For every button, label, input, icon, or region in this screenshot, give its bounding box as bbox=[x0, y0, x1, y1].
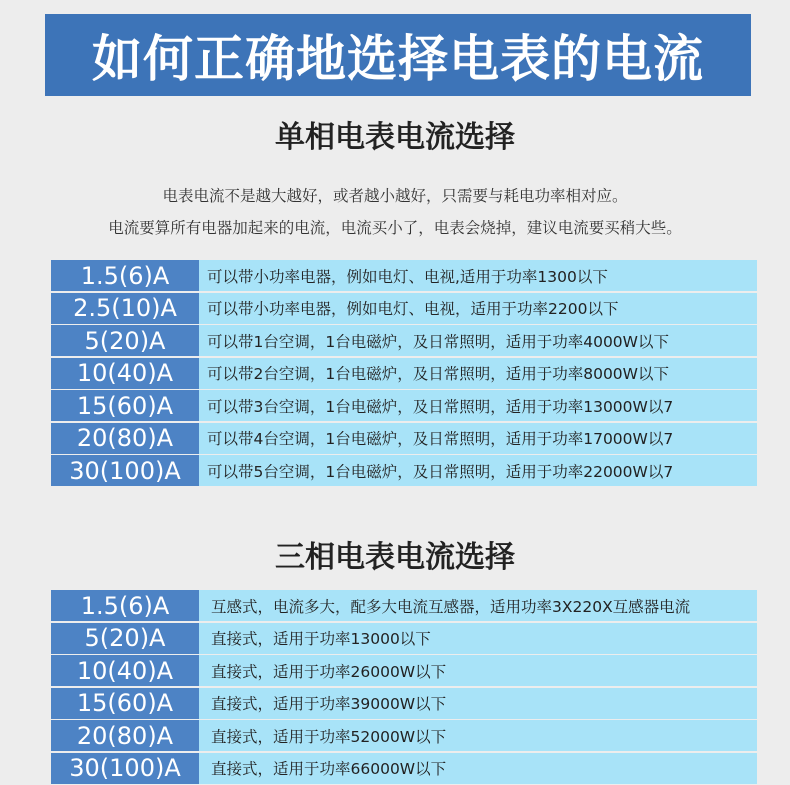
description-cell: 可以带1台空调，1台电磁炉，及日常照明，适用于功率4000W以下 bbox=[199, 325, 757, 356]
description-cell: 互感式，电流多大，配多大电流互感器，适用功率3X220X互感器电流 bbox=[199, 590, 757, 621]
rating-cell: 20(80)A bbox=[51, 720, 199, 751]
rating-cell: 15(60)A bbox=[51, 390, 199, 421]
rating-cell: 20(80)A bbox=[51, 423, 199, 454]
table-row bbox=[51, 293, 757, 326]
description-cell: 可以带5台空调，1台电磁炉，及日常照明，适用于功率22000W以7 bbox=[199, 455, 757, 486]
description-cell: 直接式，适用于功率66000W以下 bbox=[199, 753, 757, 784]
rating-cell: 2.5(10)A bbox=[51, 293, 199, 324]
three-phase-table bbox=[51, 590, 757, 785]
rating-cell: 30(100)A bbox=[51, 455, 199, 486]
table-row bbox=[51, 590, 757, 623]
intro-line-1: 电表电流不是越大越好，或者越小越好，只需要与耗电功率相对应。 bbox=[0, 184, 790, 206]
single-phase-table bbox=[51, 260, 757, 488]
intro-line-2: 电流要算所有电器加起来的电流，电流买小了，电表会烧掉，建议电流要买稍大些。 bbox=[0, 216, 790, 238]
description-cell: 可以带小功率电器，例如电灯、电视,适用于功率1300以下 bbox=[199, 260, 757, 291]
description-cell: 直接式，适用于功率52000W以下 bbox=[199, 720, 757, 751]
description-cell: 直接式，适用于功率26000W以下 bbox=[199, 655, 757, 686]
table-row bbox=[51, 390, 757, 423]
rating-cell: 1.5(6)A bbox=[51, 260, 199, 291]
table-row bbox=[51, 753, 757, 785]
table-row bbox=[51, 688, 757, 721]
table-row bbox=[51, 260, 757, 293]
rating-cell: 5(20)A bbox=[51, 623, 199, 654]
table-row bbox=[51, 655, 757, 688]
description-cell: 可以带3台空调，1台电磁炉，及日常照明，适用于功率13000W以7 bbox=[199, 390, 757, 421]
single-phase-title: 单相电表电流选择 bbox=[0, 112, 790, 156]
page-banner-title: 如何正确地选择电表的电流 bbox=[45, 14, 751, 96]
table-row bbox=[51, 423, 757, 456]
rating-cell: 1.5(6)A bbox=[51, 590, 199, 621]
description-cell: 直接式，适用于功率13000以下 bbox=[199, 623, 757, 654]
table-row bbox=[51, 455, 757, 488]
rating-cell: 15(60)A bbox=[51, 688, 199, 719]
rating-cell: 10(40)A bbox=[51, 358, 199, 389]
description-cell: 可以带2台空调，1台电磁炉，及日常照明，适用于功率8000W以下 bbox=[199, 358, 757, 389]
three-phase-title: 三相电表电流选择 bbox=[0, 532, 790, 576]
description-cell: 可以带4台空调，1台电磁炉，及日常照明，适用于功率17000W以7 bbox=[199, 423, 757, 454]
description-cell: 直接式，适用于功率39000W以下 bbox=[199, 688, 757, 719]
rating-cell: 5(20)A bbox=[51, 325, 199, 356]
table-row bbox=[51, 720, 757, 753]
table-row bbox=[51, 358, 757, 391]
table-row bbox=[51, 623, 757, 656]
rating-cell: 10(40)A bbox=[51, 655, 199, 686]
table-row bbox=[51, 325, 757, 358]
description-cell: 可以带小功率电器，例如电灯、电视，适用于功率2200以下 bbox=[199, 293, 757, 324]
rating-cell: 30(100)A bbox=[51, 753, 199, 784]
